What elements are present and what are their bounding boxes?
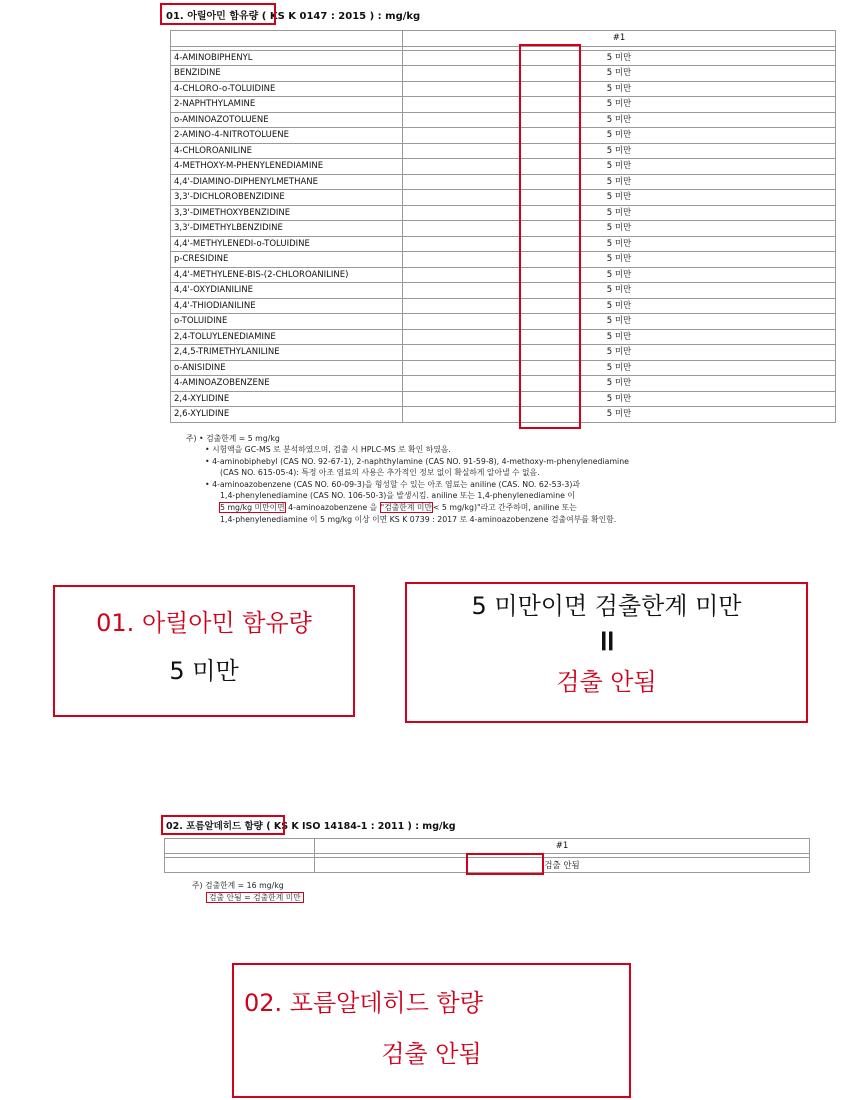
substance-name: BENZIDINE <box>171 66 403 82</box>
substance-value: 5 미만 <box>403 190 836 206</box>
substance-name: 4,4'-THIODIANILINE <box>171 298 403 314</box>
section1-title-prefix: 01. 아릴아민 함유량 <box>166 11 259 22</box>
substance-name: 3,3'-DIMETHYLBENZIDINE <box>171 221 403 237</box>
substance-name: 4-AMINOAZOBENZENE <box>171 376 403 392</box>
substance-name: 2,4,5-TRIMETHYLANILINE <box>171 345 403 361</box>
section2-title-highlight <box>161 815 285 835</box>
substance-name: 2,4-TOLUYLENEDIAMINE <box>171 329 403 345</box>
substance-name: 4-METHOXY-M-PHENYLENEDIAMINE <box>171 159 403 175</box>
formaldehyde-value-highlight <box>466 853 544 875</box>
substance-value: 5 미만 <box>403 143 836 159</box>
table-row <box>171 314 836 330</box>
table-row <box>171 345 836 361</box>
table-row <box>171 97 836 113</box>
table-row <box>171 50 836 66</box>
table-header-row <box>171 31 836 47</box>
table-row <box>171 143 836 159</box>
table-row <box>171 112 836 128</box>
callout-meaning-line1: 5 미만이면 검출한계 미만 <box>471 592 742 620</box>
substance-name: o-ANISIDINE <box>171 360 403 376</box>
note-highlight-under-5: 5 mg/kg 미만이면 <box>220 503 285 512</box>
callout-arylamine-result <box>53 585 355 717</box>
substance-value: 5 미만 <box>403 267 836 283</box>
substance-value: 5 미만 <box>403 221 836 237</box>
substance-name: 2,4-XYLIDINE <box>171 391 403 407</box>
substance-value: 5 미만 <box>403 298 836 314</box>
note-method: • 시험액을 GC-MS 로 분석하였으며, 검출 시 HPLC-MS 로 확인 하였음. <box>205 445 451 454</box>
substance-name: 3,3'-DIMETHOXYBENZIDINE <box>171 205 403 221</box>
table-row <box>171 174 836 190</box>
header-blank-cell <box>171 31 403 47</box>
values-highlight <box>519 44 581 429</box>
formaldehyde-note-highlight: 검출 안됨 = 검출한계 미만 <box>206 892 304 903</box>
substance-value: 5 미만 <box>403 236 836 252</box>
table-row <box>171 128 836 144</box>
note-highlight-below-limit: "검출한계 미만 <box>380 503 432 512</box>
substance-value: 5 미만 <box>403 112 836 128</box>
arylamine-table <box>170 30 836 423</box>
table-header-row <box>165 839 810 854</box>
substance-name: 2-AMINO-4-NITROTOLUENE <box>171 128 403 144</box>
note-aminoazobenzene-1: • 4-aminoazobenzene (CAS NO. 60-09-3)을 형성할 수 있는 아조 염료는 aniline (CAS. NO. 62-53-3)과 <box>205 480 580 489</box>
callout-arylamine-title: 01. 아릴아민 함유량 <box>96 609 312 637</box>
substance-value: 5 미만 <box>403 174 836 190</box>
substance-value: 5 미만 <box>403 205 836 221</box>
substance-name: 4,4'-OXYDIANILINE <box>171 283 403 299</box>
substance-value: 5 미만 <box>403 345 836 361</box>
table-row <box>171 267 836 283</box>
substance-name: 2,6-XYLIDINE <box>171 407 403 423</box>
substance-name: 3,3'-DICHLOROBENZIDINE <box>171 190 403 206</box>
note-detection-limit: 주) • 검출한계 = 5 mg/kg <box>186 434 280 443</box>
table-row <box>171 298 836 314</box>
note-aminoazobenzene-2: 1,4-phenylenediamine (CAS NO. 106-50-3)을 발생시킴. aniline 또는 1,4-phenylenediamine 이 <box>220 491 575 500</box>
table-row <box>171 236 836 252</box>
substance-name: 2-NAPHTHYLAMINE <box>171 97 403 113</box>
column-header: #1 <box>403 31 836 47</box>
table-row <box>171 376 836 392</box>
callout-formaldehyde-value: 검출 안됨 <box>381 1040 482 1068</box>
substance-value: 5 미만 <box>403 66 836 82</box>
formaldehyde-value: 검출 안됨 <box>315 858 810 873</box>
substance-value: 5 미만 <box>403 360 836 376</box>
table-row <box>171 283 836 299</box>
substance-name: 4-AMINOBIPHENYL <box>171 50 403 66</box>
table-row <box>171 190 836 206</box>
note-aminoazobenzene-3: 5 mg/kg 미만이면 4-aminoazobenzene 을 "검출한계 미만< 5 mg/kg)"라고 간주하며, aniline 또는 <box>220 503 577 512</box>
formaldehyde-note-limit: 주) 검출한계 = 16 mg/kg <box>192 881 284 890</box>
substance-name: o-TOLUIDINE <box>171 314 403 330</box>
table-row <box>171 252 836 268</box>
table-row <box>171 205 836 221</box>
equals-symbol: = <box>589 628 625 654</box>
table-row <box>171 391 836 407</box>
table-row <box>171 66 836 82</box>
substance-name: 4,4'-METHYLENE-BIS-(2-CHLOROANILINE) <box>171 267 403 283</box>
substance-value: 5 미만 <box>403 81 836 97</box>
table-row <box>171 221 836 237</box>
substance-name: 4,4'-METHYLENEDI-o-TOLUIDINE <box>171 236 403 252</box>
table-row <box>171 407 836 423</box>
substance-value: 5 미만 <box>403 97 836 113</box>
formaldehyde-note-definition <box>206 892 304 903</box>
table-row <box>171 159 836 175</box>
substance-name: p-CRESIDINE <box>171 252 403 268</box>
table-row <box>171 81 836 97</box>
substance-value: 5 미만 <box>403 128 836 144</box>
substance-name: o-AMINOAZOTOLUENE <box>171 112 403 128</box>
note-cas-1: • 4-aminobiphebyl (CAS NO. 92-67-1), 2-naphthylamine (CAS NO. 91-59-8), 4-methoxy-m-phenylenediamine <box>205 457 629 466</box>
substance-value: 5 미만 <box>403 376 836 392</box>
callout-meaning <box>405 582 808 723</box>
table-row <box>171 360 836 376</box>
substance-value: 5 미만 <box>403 391 836 407</box>
substance-value: 5 미만 <box>403 407 836 423</box>
callout-meaning-line3: 검출 안됨 <box>556 668 657 696</box>
substance-name: 4-CHLOROANILINE <box>171 143 403 159</box>
section1-title-suffix: ( KS K 0147 : 2015 ) : mg/kg <box>261 11 421 22</box>
callout-formaldehyde-result <box>232 963 631 1098</box>
substance-name: 4,4'-DIAMINO-DIPHENYLMETHANE <box>171 174 403 190</box>
callout-arylamine-value: 5 미만 <box>169 657 239 685</box>
table-row <box>171 329 836 345</box>
section2-title-prefix: 02. 포름알데히드 함량 <box>166 821 263 832</box>
callout-formaldehyde-title: 02. 포름알데히드 함량 <box>244 989 483 1017</box>
substance-value: 5 미만 <box>403 283 836 299</box>
substance-value: 5 미만 <box>403 50 836 66</box>
substance-value: 5 미만 <box>403 314 836 330</box>
section1-title-highlight <box>160 3 276 25</box>
substance-value: 5 미만 <box>403 329 836 345</box>
note-cas-2: (CAS NO. 615-05-4): 특정 아조 염료의 사용은 추가적인 정보 없이 확실하게 알아낼 수 없음. <box>220 468 540 477</box>
section2-title-suffix: ( KS K ISO 14184-1 : 2011 ) : mg/kg <box>266 821 456 832</box>
substance-name: 4-CHLORO-o-TOLUIDINE <box>171 81 403 97</box>
column-header: #1 <box>315 839 810 854</box>
note-aminoazobenzene-4: 1,4-phenylenediamine 이 5 mg/kg 이상 이면 KS K 0739 : 2017 로 4-aminoazobenzene 검출여부를 확인함. <box>220 515 617 524</box>
substance-value: 5 미만 <box>403 159 836 175</box>
substance-value: 5 미만 <box>403 252 836 268</box>
